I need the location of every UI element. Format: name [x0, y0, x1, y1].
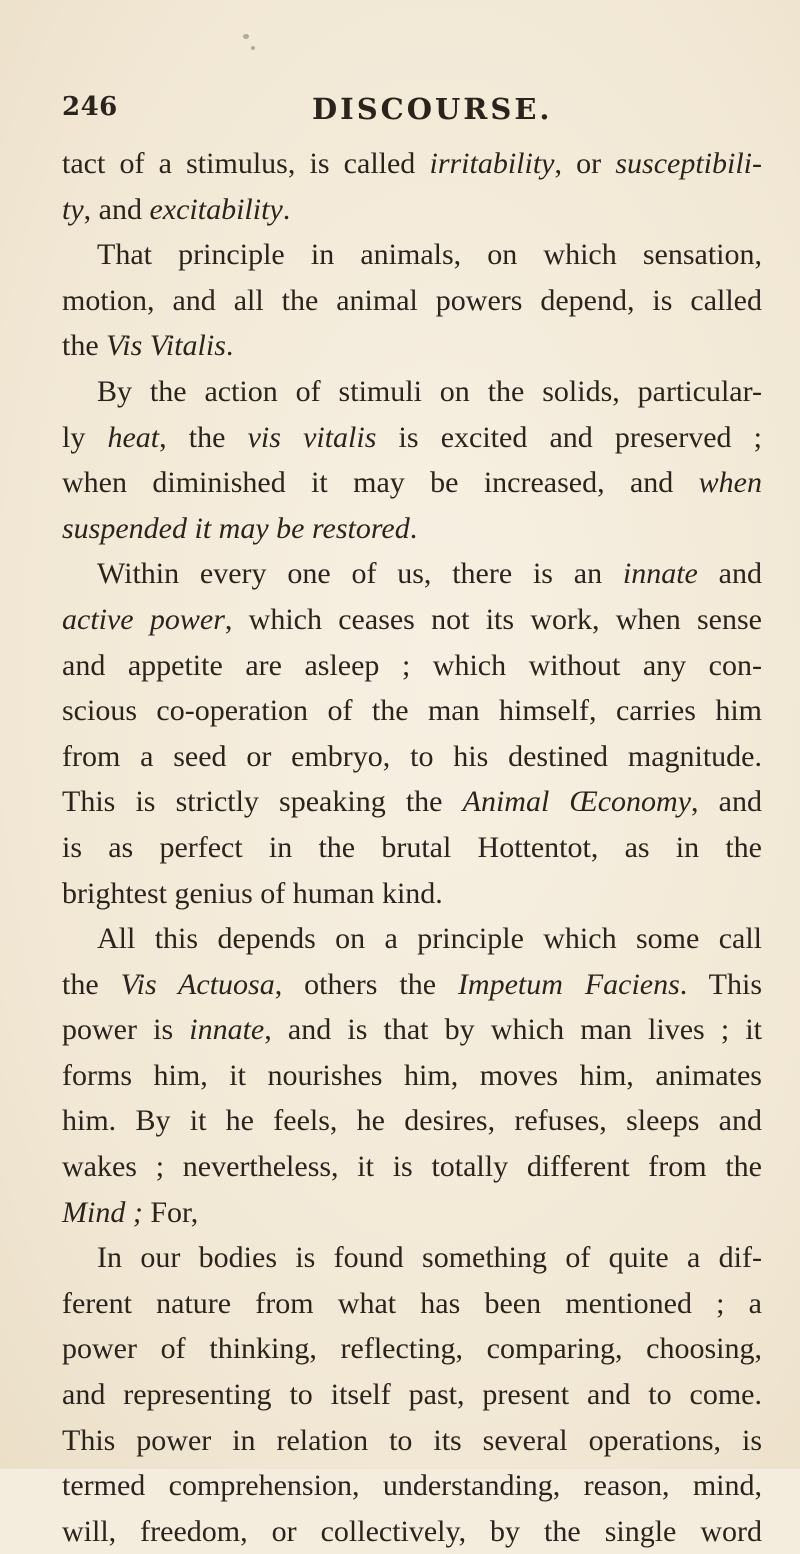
text-line: from a seed or embryo, to his destined magnitude. — [62, 739, 762, 773]
text-line: motion, and all the animal powers depend, is called — [62, 283, 762, 317]
text-line: This power in relation to its several operations, is — [62, 1423, 762, 1457]
text-line: In our bodies is found something of quite a dif- — [97, 1241, 762, 1275]
page-number: 246 — [62, 92, 118, 122]
text-line: scious co-operation of the man himself, carries him — [62, 694, 762, 728]
text-line: By the action of stimuli on the solids, particular- — [97, 374, 762, 408]
paper-fleck — [243, 34, 249, 39]
text-line: termed comprehension, understanding, reason, mind, — [62, 1469, 762, 1503]
text-line: ferent nature from what has been mentioned ; a — [62, 1286, 762, 1320]
text-line: tact of a stimulus, is called irritability, or susceptibili- — [62, 147, 762, 180]
text-line: Mind ; For, — [62, 1195, 199, 1229]
text-line: All this depends on a principle which some call — [97, 922, 762, 956]
text-line: ly heat, the vis vitalis is excited and preserved ; — [62, 420, 763, 454]
text-line: brightest genius of human kind. — [62, 876, 443, 910]
text-line: him. By it he feels, he desires, refuses, sleeps and — [62, 1104, 762, 1138]
text-line: ty, and excitability. — [62, 192, 291, 226]
text-line: power is innate, and is that by which man lives ; it — [62, 1013, 762, 1047]
text-line: That principle in animals, on which sensation, — [97, 238, 762, 272]
page-header — [62, 92, 760, 132]
body-text — [62, 141, 762, 1554]
text-line: and representing to itself past, present and to come. — [62, 1378, 762, 1412]
text-line: active power, which ceases not its work, when sense — [62, 602, 762, 636]
text-line: when diminished it may be increased, and when — [62, 466, 762, 500]
paper-fleck — [251, 46, 255, 50]
running-head: DISCOURSE. — [312, 92, 553, 126]
text-line: and appetite are asleep ; which without any con- — [62, 648, 762, 682]
text-line: the Vis Actuosa, others the Impetum Faciens. This — [62, 967, 763, 1001]
text-line: the Vis Vitalis. — [62, 329, 234, 363]
text-line: wakes ; nevertheless, it is totally different from the — [62, 1150, 762, 1184]
text-line: is as perfect in the brutal Hottentot, as in the — [62, 830, 762, 864]
text-line: This is strictly speaking the Animal Œconomy, and — [62, 785, 762, 819]
text-line: forms him, it nourishes him, moves him, animates — [62, 1058, 762, 1092]
text-line: will, freedom, or collectively, by the single word — [62, 1514, 762, 1548]
text-line: Within every one of us, there is an innate and — [97, 557, 762, 591]
text-line: power of thinking, reflecting, comparing, choosing, — [62, 1332, 762, 1366]
text-line: suspended it may be restored. — [62, 511, 418, 545]
